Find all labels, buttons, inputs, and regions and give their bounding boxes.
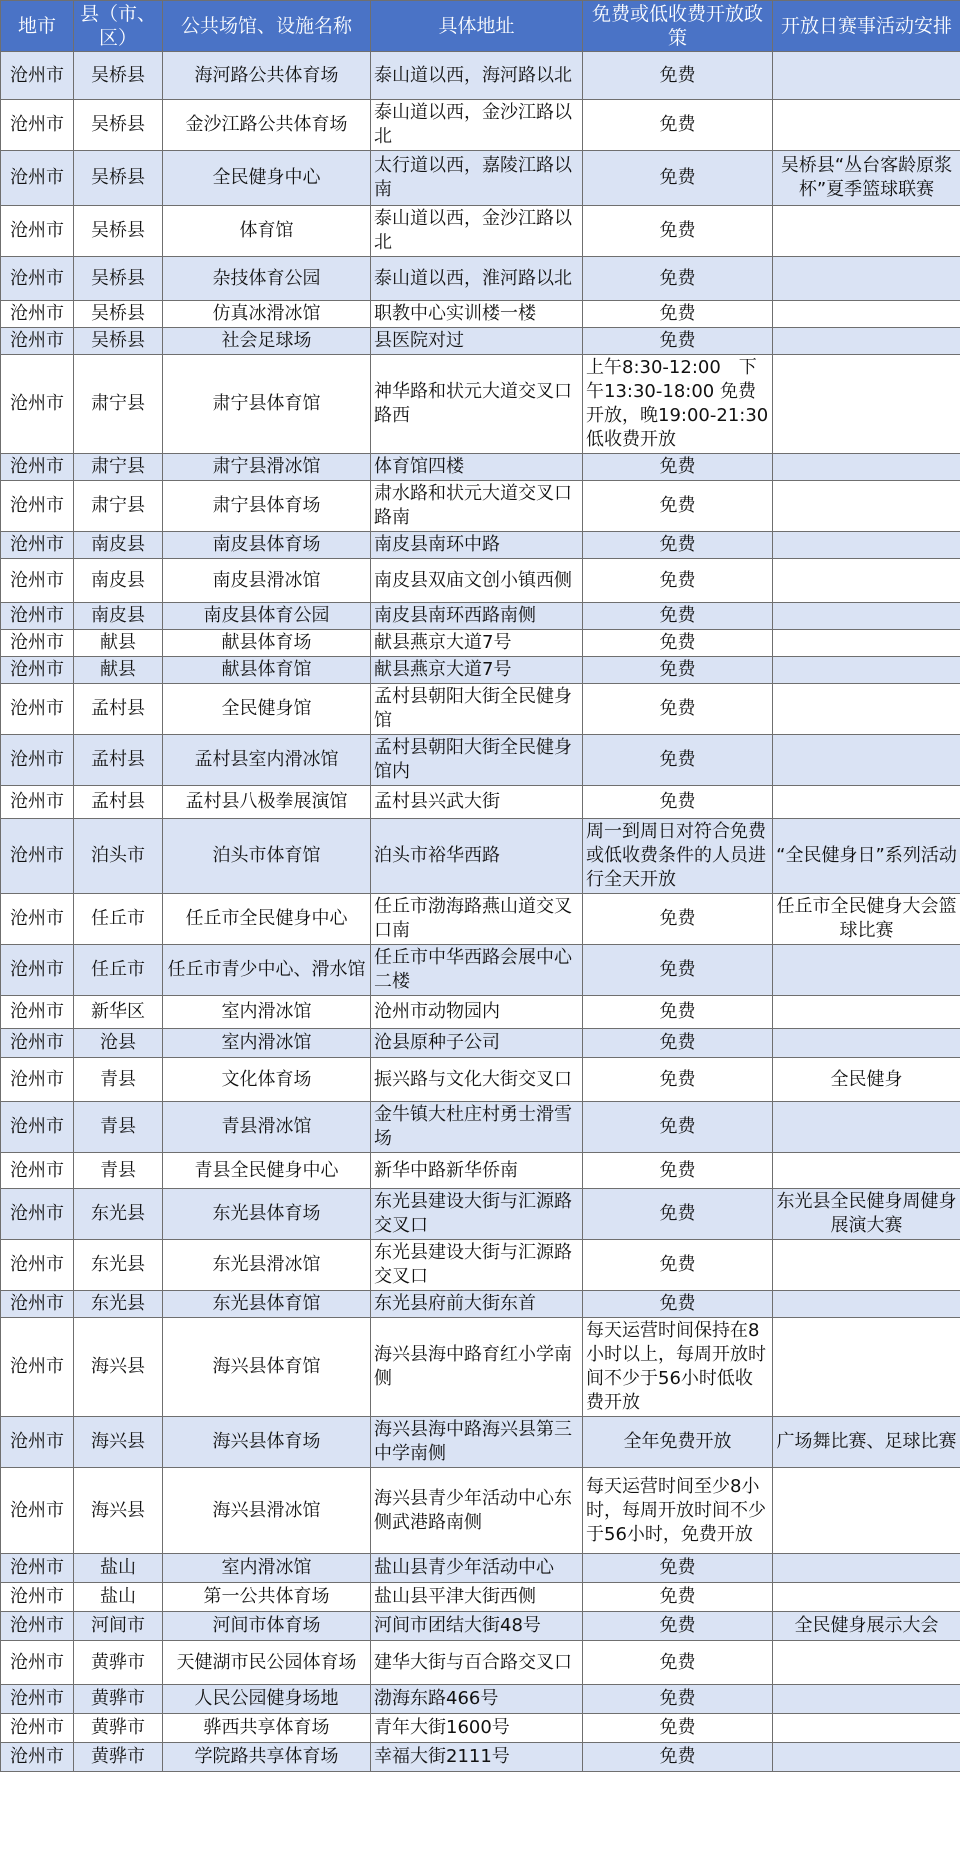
cell-facility: 室内滑冰馆: [163, 1029, 371, 1058]
cell-county: 黄骅市: [74, 1641, 163, 1685]
table-body: [1, 52, 960, 1772]
cell-county: 黄骅市: [74, 1685, 163, 1714]
cell-county: 肃宁县: [74, 355, 163, 454]
cell-policy: 免费: [583, 735, 773, 786]
cell-city: 沧州市: [1, 1318, 74, 1417]
cell-county: 沧县: [74, 1029, 163, 1058]
cell-facility: 骅西共享体育场: [163, 1714, 371, 1743]
cell-facility: 孟村县八极拳展演馆: [163, 786, 371, 819]
cell-policy: 免费: [583, 1029, 773, 1058]
cell-facility: 肃宁县滑冰馆: [163, 454, 371, 481]
cell-events: 东光县全民健身周健身展演大赛: [773, 1189, 960, 1240]
cell-city: 沧州市: [1, 301, 74, 328]
cell-address: 东光县府前大街东首: [371, 1291, 583, 1318]
cell-events: [773, 945, 960, 996]
cell-address: 肃水路和状元大道交叉口路南: [371, 481, 583, 532]
cell-events: [773, 735, 960, 786]
cell-city: 沧州市: [1, 684, 74, 735]
cell-facility: 学院路共享体育场: [163, 1743, 371, 1772]
cell-county: 新华区: [74, 996, 163, 1029]
cell-city: 沧州市: [1, 328, 74, 355]
cell-facility: 南皮县体育公园: [163, 603, 371, 630]
cell-events: 广场舞比赛、足球比赛: [773, 1417, 960, 1468]
cell-city: 沧州市: [1, 151, 74, 206]
cell-city: 沧州市: [1, 1583, 74, 1612]
cell-facility: 青县全民健身中心: [163, 1153, 371, 1189]
cell-county: 青县: [74, 1102, 163, 1153]
cell-facility: 南皮县体育场: [163, 532, 371, 559]
table-row: [1, 1318, 960, 1417]
table-row: [1, 1240, 960, 1291]
cell-events: “全民健身日”系列活动: [773, 819, 960, 894]
cell-address: 振兴路与文化大街交叉口: [371, 1058, 583, 1102]
cell-address: 盐山县青少年活动中心: [371, 1554, 583, 1583]
cell-policy: 每天运营时间至少8小时，每周开放时间不少于56小时，免费开放: [583, 1468, 773, 1554]
cell-county: 献县: [74, 630, 163, 657]
cell-city: 沧州市: [1, 735, 74, 786]
cell-events: [773, 481, 960, 532]
table-row: [1, 1685, 960, 1714]
cell-county: 孟村县: [74, 684, 163, 735]
cell-facility: 任丘市青少中心、滑水馆: [163, 945, 371, 996]
cell-county: 任丘市: [74, 894, 163, 945]
cell-address: 县医院对过: [371, 328, 583, 355]
cell-county: 青县: [74, 1058, 163, 1102]
header-city: 地市: [1, 1, 74, 52]
cell-city: 沧州市: [1, 1468, 74, 1554]
cell-events: [773, 1102, 960, 1153]
cell-facility: 金沙江路公共体育场: [163, 100, 371, 151]
table-row: [1, 1641, 960, 1685]
cell-policy: 免费: [583, 684, 773, 735]
cell-facility: 海兴县滑冰馆: [163, 1468, 371, 1554]
cell-facility: 全民健身馆: [163, 684, 371, 735]
cell-policy: 免费: [583, 1685, 773, 1714]
cell-events: [773, 100, 960, 151]
cell-address: 东光县建设大街与汇源路交叉口: [371, 1189, 583, 1240]
cell-events: [773, 454, 960, 481]
cell-facility: 献县体育场: [163, 630, 371, 657]
cell-policy: 免费: [583, 1612, 773, 1641]
cell-address: 泊头市裕华西路: [371, 819, 583, 894]
cell-county: 吴桥县: [74, 206, 163, 257]
cell-policy: 免费: [583, 1714, 773, 1743]
cell-events: [773, 206, 960, 257]
cell-city: 沧州市: [1, 1685, 74, 1714]
table-row: [1, 151, 960, 206]
cell-address: 南皮县南环中路: [371, 532, 583, 559]
table-row: [1, 996, 960, 1029]
table-row: [1, 684, 960, 735]
cell-address: 盐山县平津大街西侧: [371, 1583, 583, 1612]
cell-county: 东光县: [74, 1240, 163, 1291]
cell-address: 金牛镇大杜庄村勇士滑雪场: [371, 1102, 583, 1153]
cell-facility: 海河路公共体育场: [163, 52, 371, 100]
cell-address: 泰山道以西，金沙江路以北: [371, 206, 583, 257]
cell-events: [773, 559, 960, 603]
cell-facility: 海兴县体育场: [163, 1417, 371, 1468]
cell-county: 东光县: [74, 1291, 163, 1318]
header-row: [1, 1, 960, 52]
cell-county: 南皮县: [74, 559, 163, 603]
cell-address: 沧县原种子公司: [371, 1029, 583, 1058]
table-row: [1, 481, 960, 532]
cell-events: [773, 1641, 960, 1685]
table-row: [1, 257, 960, 301]
cell-policy: 免费: [583, 206, 773, 257]
cell-city: 沧州市: [1, 1189, 74, 1240]
table-row: [1, 603, 960, 630]
cell-county: 孟村县: [74, 735, 163, 786]
cell-address: 泰山道以西，金沙江路以北: [371, 100, 583, 151]
cell-policy: 每天运营时间保持在8小时以上，每周开放时间不少于56小时低收费开放: [583, 1318, 773, 1417]
cell-county: 吴桥县: [74, 301, 163, 328]
cell-city: 沧州市: [1, 1554, 74, 1583]
cell-facility: 社会足球场: [163, 328, 371, 355]
cell-events: [773, 786, 960, 819]
cell-facility: 孟村县室内滑冰馆: [163, 735, 371, 786]
header-county: 县（市、区）: [74, 1, 163, 52]
cell-address: 沧州市动物园内: [371, 996, 583, 1029]
table-row: [1, 819, 960, 894]
cell-events: [773, 603, 960, 630]
cell-county: 河间市: [74, 1612, 163, 1641]
cell-address: 泰山道以西，海河路以北: [371, 52, 583, 100]
cell-policy: 免费: [583, 328, 773, 355]
cell-county: 泊头市: [74, 819, 163, 894]
cell-county: 海兴县: [74, 1318, 163, 1417]
cell-city: 沧州市: [1, 1641, 74, 1685]
cell-policy: 免费: [583, 559, 773, 603]
cell-policy: 免费: [583, 52, 773, 100]
cell-address: 南皮县南环西路南侧: [371, 603, 583, 630]
cell-county: 孟村县: [74, 786, 163, 819]
cell-policy: 免费: [583, 1554, 773, 1583]
cell-policy: 免费: [583, 1102, 773, 1153]
table-row: [1, 630, 960, 657]
cell-city: 沧州市: [1, 657, 74, 684]
cell-city: 沧州市: [1, 481, 74, 532]
cell-address: 太行道以西，嘉陵江路以南: [371, 151, 583, 206]
table-row: [1, 532, 960, 559]
table-row: [1, 945, 960, 996]
cell-county: 吴桥县: [74, 52, 163, 100]
cell-facility: 河间市体育场: [163, 1612, 371, 1641]
table-row: [1, 52, 960, 100]
cell-address: 幸福大街2111号: [371, 1743, 583, 1772]
cell-facility: 第一公共体育场: [163, 1583, 371, 1612]
cell-policy: 免费: [583, 1189, 773, 1240]
cell-city: 沧州市: [1, 945, 74, 996]
cell-city: 沧州市: [1, 532, 74, 559]
cell-policy: 免费: [583, 630, 773, 657]
cell-facility: 人民公园健身场地: [163, 1685, 371, 1714]
header-address: 具体地址: [371, 1, 583, 52]
cell-events: 全民健身: [773, 1058, 960, 1102]
cell-events: 全民健身展示大会: [773, 1612, 960, 1641]
table-row: [1, 657, 960, 684]
cell-address: 河间市团结大街48号: [371, 1612, 583, 1641]
header-policy: 免费或低收费开放政策: [583, 1, 773, 52]
cell-facility: 泊头市体育馆: [163, 819, 371, 894]
cell-facility: 东光县体育馆: [163, 1291, 371, 1318]
cell-events: [773, 257, 960, 301]
cell-city: 沧州市: [1, 630, 74, 657]
cell-events: [773, 52, 960, 100]
cell-policy: 免费: [583, 1058, 773, 1102]
cell-policy: 免费: [583, 1291, 773, 1318]
cell-city: 沧州市: [1, 1714, 74, 1743]
cell-city: 沧州市: [1, 1743, 74, 1772]
cell-address: 献县燕京大道7号: [371, 630, 583, 657]
cell-address: 神华路和状元大道交叉口路西: [371, 355, 583, 454]
cell-address: 体育馆四楼: [371, 454, 583, 481]
cell-events: [773, 1029, 960, 1058]
cell-policy: 周一到周日对符合免费或低收费条件的人员进行全天开放: [583, 819, 773, 894]
cell-county: 吴桥县: [74, 151, 163, 206]
cell-address: 职教中心实训楼一楼: [371, 301, 583, 328]
cell-facility: 肃宁县体育馆: [163, 355, 371, 454]
cell-facility: 东光县体育场: [163, 1189, 371, 1240]
cell-events: [773, 1685, 960, 1714]
header-facility: 公共场馆、设施名称: [163, 1, 371, 52]
table-row: [1, 735, 960, 786]
cell-policy: 免费: [583, 996, 773, 1029]
cell-address: 海兴县海中路海兴县第三中学南侧: [371, 1417, 583, 1468]
cell-events: [773, 1153, 960, 1189]
cell-policy: 免费: [583, 657, 773, 684]
cell-policy: 免费: [583, 1641, 773, 1685]
cell-city: 沧州市: [1, 819, 74, 894]
table-row: [1, 454, 960, 481]
cell-facility: 南皮县滑冰馆: [163, 559, 371, 603]
table-row: [1, 100, 960, 151]
cell-city: 沧州市: [1, 1291, 74, 1318]
cell-county: 黄骅市: [74, 1743, 163, 1772]
cell-events: [773, 630, 960, 657]
cell-facility: 室内滑冰馆: [163, 996, 371, 1029]
cell-policy: 免费: [583, 1583, 773, 1612]
table-row: [1, 1102, 960, 1153]
cell-events: [773, 657, 960, 684]
cell-city: 沧州市: [1, 454, 74, 481]
cell-policy: 免费: [583, 786, 773, 819]
cell-city: 沧州市: [1, 257, 74, 301]
cell-county: 盐山: [74, 1583, 163, 1612]
cell-events: [773, 684, 960, 735]
table-row: [1, 894, 960, 945]
cell-county: 肃宁县: [74, 481, 163, 532]
cell-policy: 免费: [583, 481, 773, 532]
cell-facility: 肃宁县体育场: [163, 481, 371, 532]
cell-events: [773, 1554, 960, 1583]
cell-city: 沧州市: [1, 1153, 74, 1189]
cell-facility: 体育馆: [163, 206, 371, 257]
cell-city: 沧州市: [1, 355, 74, 454]
cell-policy: 免费: [583, 1743, 773, 1772]
cell-city: 沧州市: [1, 1102, 74, 1153]
cell-address: 孟村县朝阳大街全民健身馆内: [371, 735, 583, 786]
cell-county: 献县: [74, 657, 163, 684]
cell-events: [773, 328, 960, 355]
cell-facility: 全民健身中心: [163, 151, 371, 206]
cell-events: [773, 1714, 960, 1743]
cell-county: 吴桥县: [74, 257, 163, 301]
cell-county: 盐山: [74, 1554, 163, 1583]
cell-address: 孟村县朝阳大街全民健身馆: [371, 684, 583, 735]
cell-address: 任丘市渤海路燕山道交叉口南: [371, 894, 583, 945]
cell-policy: 免费: [583, 945, 773, 996]
table-row: [1, 328, 960, 355]
cell-facility: 天健湖市民公园体育场: [163, 1641, 371, 1685]
cell-city: 沧州市: [1, 603, 74, 630]
cell-policy: 免费: [583, 603, 773, 630]
cell-city: 沧州市: [1, 1612, 74, 1641]
cell-county: 海兴县: [74, 1417, 163, 1468]
cell-city: 沧州市: [1, 1058, 74, 1102]
cell-policy: 免费: [583, 301, 773, 328]
cell-address: 东光县建设大街与汇源路交叉口: [371, 1240, 583, 1291]
cell-events: [773, 1240, 960, 1291]
cell-city: 沧州市: [1, 786, 74, 819]
cell-facility: 海兴县体育馆: [163, 1318, 371, 1417]
cell-facility: 东光县滑冰馆: [163, 1240, 371, 1291]
table-row: [1, 1291, 960, 1318]
cell-facility: 室内滑冰馆: [163, 1554, 371, 1583]
table-row: [1, 1743, 960, 1772]
cell-policy: 免费: [583, 1240, 773, 1291]
table-row: [1, 559, 960, 603]
table-row: [1, 1714, 960, 1743]
cell-city: 沧州市: [1, 52, 74, 100]
cell-events: [773, 1291, 960, 1318]
cell-county: 东光县: [74, 1189, 163, 1240]
cell-county: 青县: [74, 1153, 163, 1189]
cell-address: 海兴县青少年活动中心东侧武港路南侧: [371, 1468, 583, 1554]
cell-address: 建华大街与百合路交叉口: [371, 1641, 583, 1685]
cell-facility: 仿真冰滑冰馆: [163, 301, 371, 328]
cell-facility: 献县体育馆: [163, 657, 371, 684]
cell-policy: 免费: [583, 100, 773, 151]
cell-events: 任丘市全民健身大会篮球比赛: [773, 894, 960, 945]
cell-policy: 免费: [583, 1153, 773, 1189]
cell-address: 海兴县海中路育红小学南侧: [371, 1318, 583, 1417]
cell-events: [773, 1318, 960, 1417]
table-row: [1, 1612, 960, 1641]
table-row: [1, 1153, 960, 1189]
cell-policy: 免费: [583, 532, 773, 559]
cell-facility: 青县滑冰馆: [163, 1102, 371, 1153]
cell-city: 沧州市: [1, 206, 74, 257]
table-row: [1, 1029, 960, 1058]
cell-city: 沧州市: [1, 1240, 74, 1291]
header-events: 开放日赛事活动安排: [773, 1, 960, 52]
cell-county: 黄骅市: [74, 1714, 163, 1743]
cell-city: 沧州市: [1, 996, 74, 1029]
table-row: [1, 206, 960, 257]
table-row: [1, 1058, 960, 1102]
table-row: [1, 301, 960, 328]
cell-county: 吴桥县: [74, 328, 163, 355]
cell-address: 南皮县双庙文创小镇西侧: [371, 559, 583, 603]
cell-policy: 免费: [583, 151, 773, 206]
cell-county: 任丘市: [74, 945, 163, 996]
cell-city: 沧州市: [1, 100, 74, 151]
cell-events: [773, 996, 960, 1029]
table-row: [1, 1554, 960, 1583]
cell-address: 新华中路新华侨南: [371, 1153, 583, 1189]
cell-events: 吴桥县“丛台客龄原浆杯”夏季篮球联赛: [773, 151, 960, 206]
cell-events: [773, 1743, 960, 1772]
cell-events: [773, 1468, 960, 1554]
table-row: [1, 1417, 960, 1468]
cell-policy: 全年免费开放: [583, 1417, 773, 1468]
cell-policy: 免费: [583, 894, 773, 945]
cell-city: 沧州市: [1, 559, 74, 603]
cell-events: [773, 1583, 960, 1612]
cell-events: [773, 301, 960, 328]
table-row: [1, 1189, 960, 1240]
cell-county: 海兴县: [74, 1468, 163, 1554]
cell-county: 肃宁县: [74, 454, 163, 481]
cell-events: [773, 355, 960, 454]
cell-policy: 上午8:30-12:00 下午13:30-18:00 免费开放，晚19:00-21:30低收费开放: [583, 355, 773, 454]
table-row: [1, 786, 960, 819]
cell-policy: 免费: [583, 257, 773, 301]
cell-city: 沧州市: [1, 1417, 74, 1468]
cell-events: [773, 532, 960, 559]
cell-address: 孟村县兴武大街: [371, 786, 583, 819]
cell-city: 沧州市: [1, 894, 74, 945]
cell-county: 南皮县: [74, 532, 163, 559]
cell-address: 泰山道以西，淮河路以北: [371, 257, 583, 301]
cell-facility: 杂技体育公园: [163, 257, 371, 301]
cell-policy: 免费: [583, 454, 773, 481]
cell-city: 沧州市: [1, 1029, 74, 1058]
cell-address: 任丘市中华西路会展中心二楼: [371, 945, 583, 996]
cell-county: 吴桥县: [74, 100, 163, 151]
cell-facility: 文化体育场: [163, 1058, 371, 1102]
cell-facility: 任丘市全民健身中心: [163, 894, 371, 945]
table-row: [1, 355, 960, 454]
cell-county: 南皮县: [74, 603, 163, 630]
table-row: [1, 1468, 960, 1554]
cell-address: 青年大街1600号: [371, 1714, 583, 1743]
cell-address: 渤海东路466号: [371, 1685, 583, 1714]
table-row: [1, 1583, 960, 1612]
cell-address: 献县燕京大道7号: [371, 657, 583, 684]
